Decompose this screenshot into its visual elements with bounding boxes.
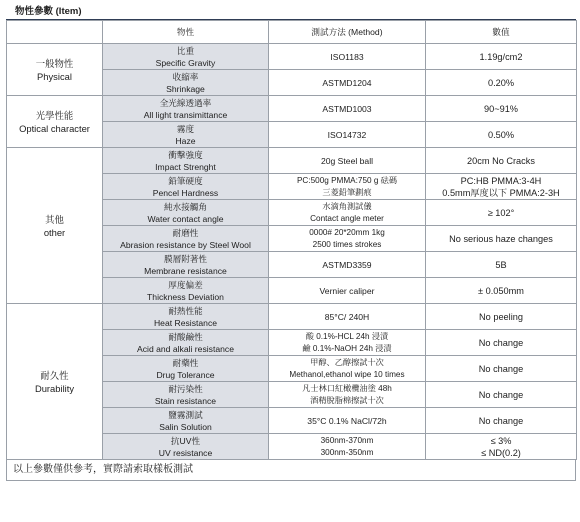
method-cell <box>269 330 426 356</box>
cell-text: 凡士林口紅橄欖油塗 48h <box>302 383 392 393</box>
value-cell <box>426 330 577 356</box>
property-cell <box>103 226 269 252</box>
method-cell <box>269 96 426 122</box>
cell-text: ≤ 3% <box>490 435 512 446</box>
property-cell <box>103 200 269 226</box>
cell-text: Acid and alkali resistance <box>137 343 234 354</box>
cell-text: 20cm No Cracks <box>467 155 535 166</box>
property-cell <box>103 330 269 356</box>
method-cell <box>269 200 426 226</box>
cell-text: 35°C 0.1% NaCl/72h <box>307 415 387 426</box>
method-cell <box>269 408 426 434</box>
cell-text: 20g Steel ball <box>320 155 374 166</box>
value-cell <box>426 252 577 278</box>
property-cell <box>103 304 269 330</box>
method-cell <box>269 70 426 96</box>
cell-text: 鹼 0.1%-NaOH 24h 浸漬 <box>302 343 392 353</box>
cell-text: Abrasion resistance by Steel Wool <box>120 239 251 250</box>
cell-text: 甲醇、乙醇擦試十次 <box>310 357 384 367</box>
method-cell <box>269 226 426 252</box>
cell-text: ≤ ND(0.2) <box>481 447 521 458</box>
table-row <box>7 304 577 330</box>
property-cell <box>103 356 269 382</box>
cell-text: No serious haze changes <box>449 233 553 244</box>
property-cell <box>103 408 269 434</box>
value-cell <box>426 44 577 70</box>
cell-text: All light transimittance <box>143 109 228 120</box>
cell-text: 純水接觸角 <box>164 201 207 212</box>
cell-text: 鹽霧測試 <box>168 409 203 420</box>
cell-text: ASTMD1003 <box>322 103 372 114</box>
cell-text: ASTMD1204 <box>322 77 372 88</box>
value-cell <box>426 174 577 200</box>
value-cell <box>426 70 577 96</box>
value-cell <box>426 148 577 174</box>
header-row <box>7 21 577 44</box>
spec-sheet <box>6 4 576 481</box>
cell-text: 酸 0.1%-HCL 24h 浸漬 <box>305 331 389 341</box>
category-durability <box>7 304 103 460</box>
cell-text: Stain resistance <box>154 395 217 406</box>
cell-text: 耐污染性 <box>168 383 203 394</box>
cell-text: Optical character <box>19 122 90 134</box>
cell-text: 85°C/ 240H <box>324 311 370 322</box>
cell-text: 5B <box>495 259 507 270</box>
cell-text: 收縮率 <box>172 71 199 82</box>
cell-text: 2500 times strokes <box>312 239 382 249</box>
header-property: 物性 <box>103 21 269 44</box>
cell-text: 酒精脫脂棉擦試十次 <box>310 395 384 405</box>
cell-text: ISO1183 <box>330 51 364 62</box>
table-row <box>7 96 577 122</box>
cell-text: 0000# 20*20mm 1kg <box>309 227 385 237</box>
cell-text: Thickness Deviation <box>147 291 224 302</box>
header-method: 測試方法 (Method) <box>269 21 426 44</box>
cell-text: 光學性能 <box>35 109 74 121</box>
property-cell <box>103 148 269 174</box>
value-cell <box>426 434 577 460</box>
table-title: 物性參數 (Item) <box>6 4 576 20</box>
cell-text: ASTMD3359 <box>322 259 372 270</box>
cell-text: 0.5mm厚度以下 PMMA:2-3H <box>442 187 560 198</box>
cell-text: Drug Tolerance <box>156 369 215 380</box>
method-cell <box>269 252 426 278</box>
value-cell <box>426 356 577 382</box>
cell-text: No change <box>478 337 524 348</box>
value-cell <box>426 408 577 434</box>
property-cell <box>103 44 269 70</box>
value-cell <box>426 200 577 226</box>
property-cell <box>103 434 269 460</box>
cell-text: 水滴角測試儀 <box>322 201 372 211</box>
cell-text: 一般物性 <box>35 57 74 69</box>
disclaimer-footer: 以上參數僅供參考，實際請索取樣板測試 <box>6 460 576 481</box>
header-blank <box>7 21 103 44</box>
cell-text: 全光線透過率 <box>159 97 212 108</box>
cell-text: PC:500g PMMA:750 g 砝碼 <box>296 175 398 185</box>
property-cell <box>103 382 269 408</box>
property-cell <box>103 96 269 122</box>
table-row <box>7 44 577 70</box>
category-optical <box>7 96 103 148</box>
cell-text: 膜層附著性 <box>164 253 207 264</box>
method-cell <box>269 174 426 200</box>
cell-text: 三菱鉛筆劃痕 <box>322 187 372 197</box>
cell-text: No change <box>478 389 524 400</box>
cell-text: Methanol,ethanol wipe 10 times <box>289 369 405 379</box>
cell-text: 耐磨性 <box>172 227 199 238</box>
cell-text: 霧度 <box>176 123 195 134</box>
value-cell <box>426 304 577 330</box>
cell-text: No change <box>478 415 524 426</box>
cell-text: No peeling <box>479 311 523 322</box>
cell-text: Durability <box>34 382 75 394</box>
cell-text: Shrinkage <box>166 83 205 94</box>
cell-text: 比重 <box>176 45 195 56</box>
cell-text: ± 0.050mm <box>478 285 524 296</box>
property-cell <box>103 70 269 96</box>
method-cell <box>269 356 426 382</box>
cell-text: Salin Solution <box>159 421 212 432</box>
cell-text: Specific Gravity <box>155 57 216 68</box>
cell-text: 厚度偏差 <box>168 279 203 290</box>
cell-text: Membrane resistance <box>144 265 227 276</box>
method-cell <box>269 382 426 408</box>
cell-text: 0.20% <box>487 77 515 88</box>
cell-text: 90~91% <box>484 103 518 114</box>
cell-text: other <box>43 226 66 238</box>
method-cell <box>269 44 426 70</box>
cell-text: Contact angle meter <box>310 213 384 223</box>
property-cell <box>103 278 269 304</box>
cell-text: ISO14732 <box>327 129 367 140</box>
property-cell <box>103 122 269 148</box>
cell-text: 抗UV性 <box>170 435 201 446</box>
cell-text: UV resistance <box>158 447 213 458</box>
table-row <box>7 148 577 174</box>
method-cell <box>269 122 426 148</box>
cell-text: 耐藥性 <box>172 357 199 368</box>
property-cell <box>103 174 269 200</box>
method-cell <box>269 304 426 330</box>
cell-text: No change <box>478 363 524 374</box>
cell-text: Heat Resistance <box>153 317 218 328</box>
value-cell <box>426 122 577 148</box>
value-cell <box>426 226 577 252</box>
property-cell <box>103 252 269 278</box>
cell-text: 其他 <box>45 213 64 225</box>
cell-text: 0.50% <box>487 129 515 140</box>
value-cell <box>426 278 577 304</box>
spec-table <box>6 20 577 460</box>
category-other <box>7 148 103 304</box>
value-cell <box>426 382 577 408</box>
cell-text: 鉛筆硬度 <box>168 175 203 186</box>
cell-text: 衝擊強度 <box>168 149 203 160</box>
cell-text: 耐酸鹼性 <box>168 331 203 342</box>
cell-text: 300nm-350nm <box>320 447 374 457</box>
value-cell <box>426 96 577 122</box>
cell-text: 耐熱性能 <box>168 305 203 316</box>
cell-text: Water contact angle <box>147 213 224 224</box>
method-cell <box>269 148 426 174</box>
cell-text: Vernier caliper <box>319 285 375 296</box>
cell-text: ≥ 102° <box>487 207 515 218</box>
method-cell <box>269 434 426 460</box>
cell-text: Physical <box>37 70 72 82</box>
cell-text: 360nm-370nm <box>320 435 374 445</box>
cell-text: 1.19g/cm2 <box>479 51 523 62</box>
category-physical <box>7 44 103 96</box>
cell-text: Pencel Hardness <box>152 187 219 198</box>
cell-text: Haze <box>175 135 196 146</box>
header-value: 數值 <box>426 21 577 44</box>
method-cell <box>269 278 426 304</box>
cell-text: 耐久性 <box>40 369 69 381</box>
cell-text: Impact Strenght <box>155 161 216 172</box>
cell-text: PC:HB PMMA:3-4H <box>460 175 542 186</box>
